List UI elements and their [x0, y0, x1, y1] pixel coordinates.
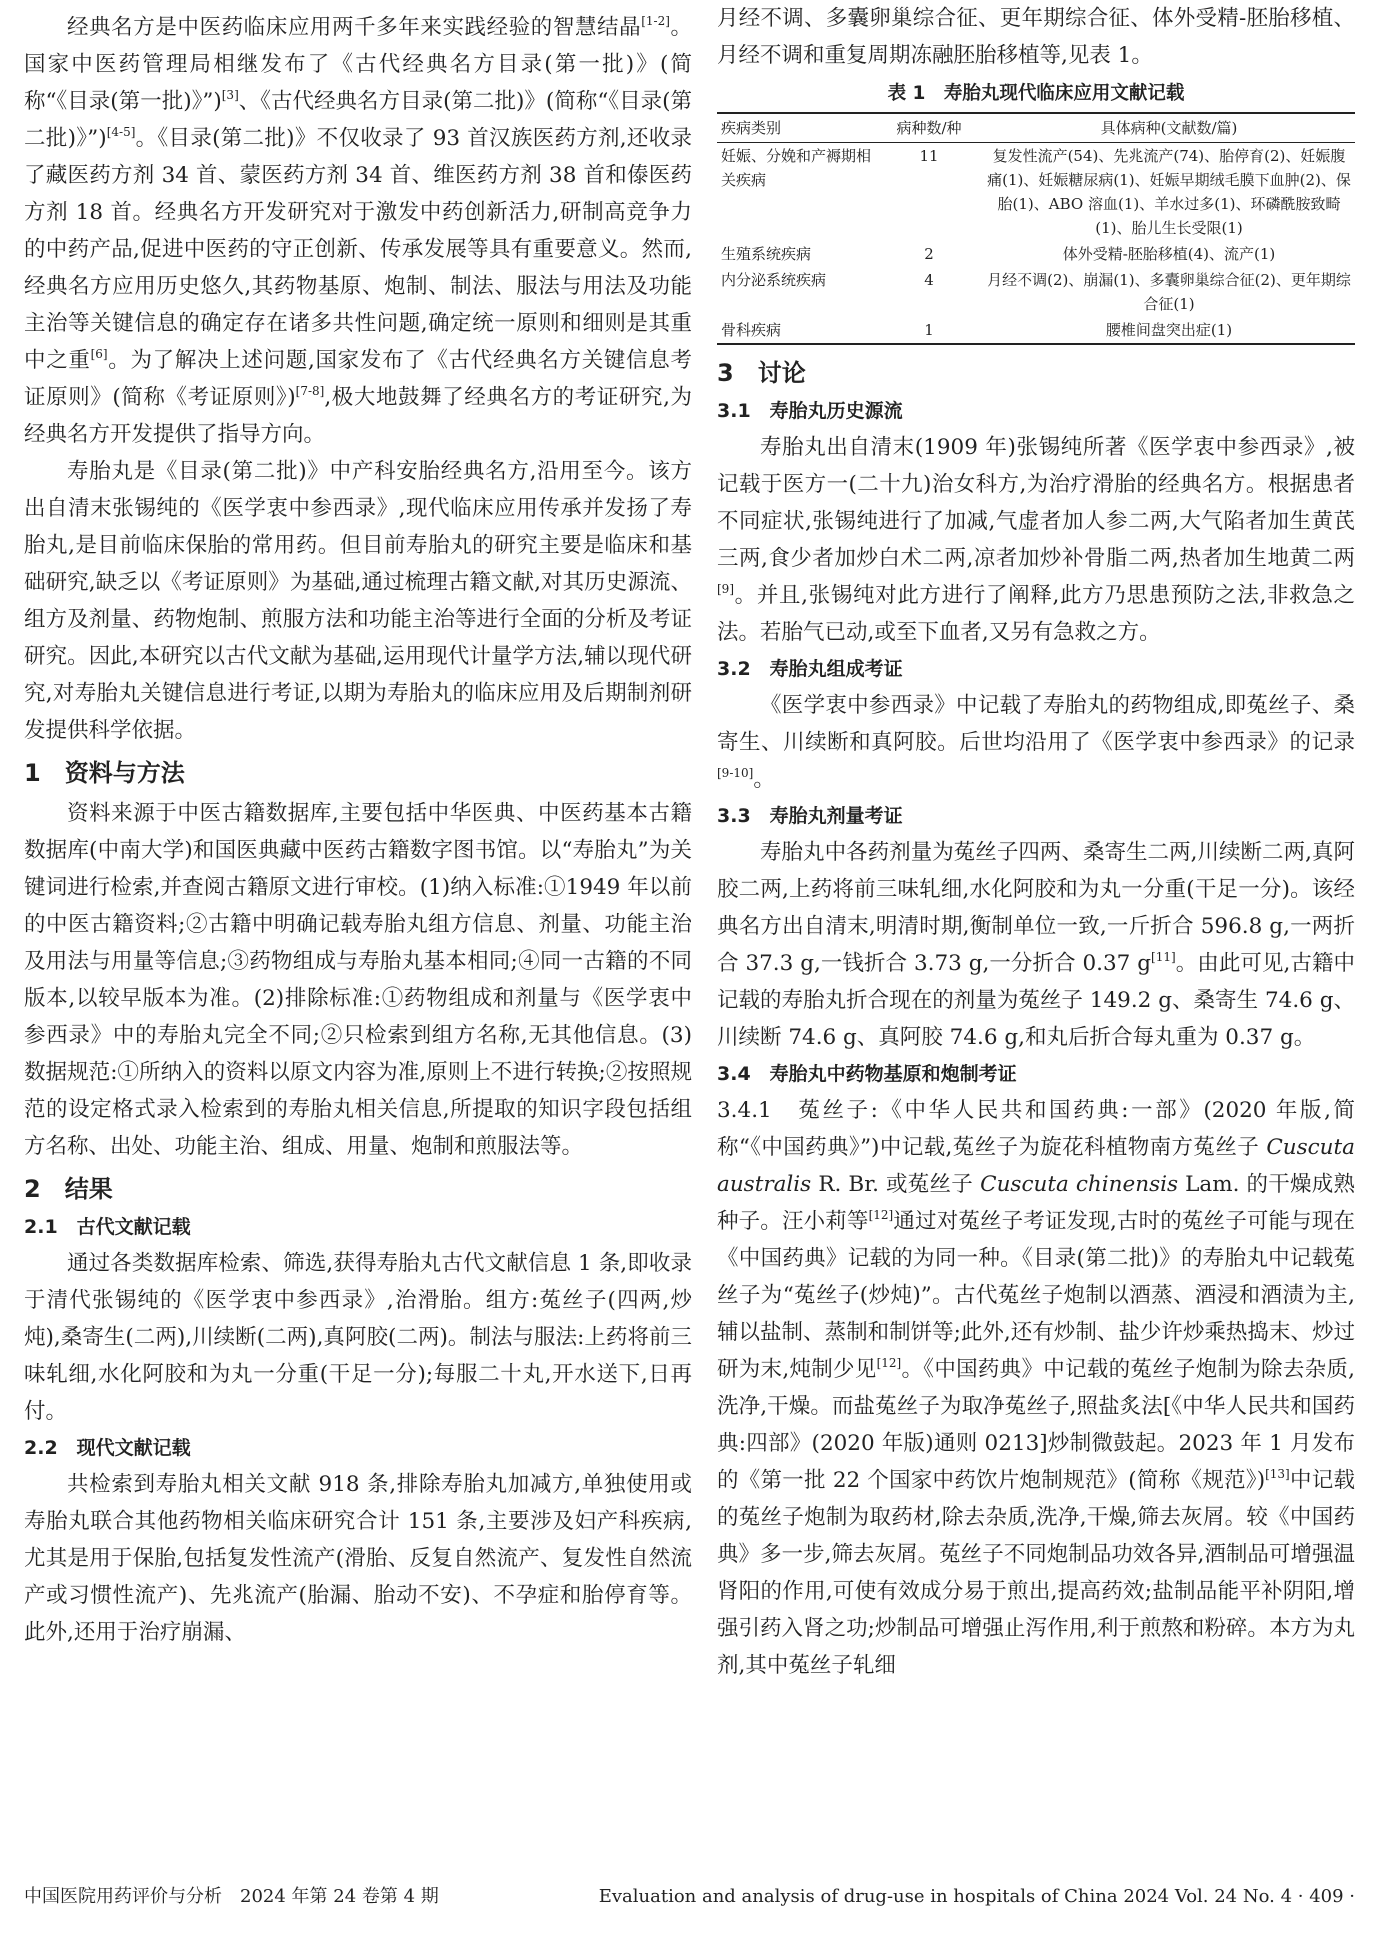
- subsection-heading-2-2: 2.2 现代文献记载: [24, 1437, 191, 1459]
- clinical-application-table: [717, 112, 1355, 345]
- cell-detail: 腰椎间盘突出症(1): [1105, 321, 1233, 339]
- ancient-records-paragraph: 通过各类数据库检索、筛选,获得寿胎丸古代文献信息 1 条,即收录于清代张锡纯的《医学衷中参西录》,治滑胎。组方:菟丝子(四两,炒炖),桑寄生(二两),川续断(二两),真阿胶(二两)。制法与服法:上药将前三味轧细,水化阿胶和为丸一分重(干足一分);每服二十丸,开水送下,日再付。: [24, 1251, 692, 1424]
- history-paragraph: 寿胎丸出自清末(1909 年)张锡纯所著《医学衷中参西录》,被记载于医方一(二十九)治女科方,为治疗滑胎的经典名方。根据患者不同症状,张锡纯进行了加减,气虚者加人参二两,大气陷者加生黄芪三两,食少者加炒白术二两,凉者加炒补骨脂二两,热者加生地黄二两[9]。并且,张锡纯对此方进行了阐释,此方乃思患预防之法,非救急之法。若胎气已动,或至下血者,又另有急救之方。: [717, 435, 1355, 645]
- cell-detail: 体外受精-胚胎移植(4)、流产(1): [1062, 245, 1276, 263]
- methods-paragraph: 资料来源于中医古籍数据库,主要包括中华医典、中医药基本古籍数据库(中南大学)和国医典藏中医药古籍数字图书馆。以“寿胎丸”为关键词进行检索,并查阅古籍原文进行审校。(1)纳入标准:①1949 年以前的中医古籍资料;②古籍中明确记载寿胎丸组方信息、剂量、功能主治及用法与用量等信息;③药物组成与寿胎丸基本相同;④同一古籍的不同版本,以较早版本为准。(2)排除标准:①药物组成和剂量与《医学衷中参西录》中的寿胎丸完全不同;②只检索到组方名称,无其他信息。(3)数据规范:①所纳入的资料以原文内容为准,原则上不进行转换;②按照规范的设定格式录入检索到的寿胎丸相关信息,所提取的知识字段包括组方名称、出处、功能主治、组成、用量、炮制和煎服法等。: [24, 801, 692, 1159]
- subsection-heading-3-3: 3.3 寿胎丸剂量考证: [717, 805, 903, 827]
- citation: [4-5]: [106, 125, 136, 139]
- table-caption: 表 1 寿胎丸现代临床应用文献记载: [887, 83, 1185, 104]
- cell-count: 2: [924, 245, 934, 263]
- latin-name: Cuscuta chinensis: [980, 1172, 1179, 1197]
- cell-category: 内分泌系统疾病: [721, 271, 827, 289]
- section-heading-1: 1 资料与方法: [24, 759, 185, 787]
- left-column: [24, 0, 692, 1651]
- subsection-heading-2-1: 2.1 古代文献记载: [24, 1216, 191, 1238]
- footer-journal-en: Evaluation and analysis of drug-use in hospitals of China 2024 Vol. 24 No. 4 · 409 ·: [598, 1886, 1355, 1907]
- cell-count: 11: [919, 147, 939, 165]
- subsection-heading-3-2: 3.2 寿胎丸组成考证: [717, 658, 903, 680]
- header-category: 疾病类别: [721, 119, 782, 137]
- dodder-paragraph: 3.4.1 菟丝子:《中华人民共和国药典:一部》(2020 年版,简称“《中国药典》”)中记载,菟丝子为旋花科植物南方菟丝子 Cuscuta australis R. Br. 或菟丝子 Cuscuta chinensis Lam. 的干燥成熟种子。汪小莉等[12]通过对菟丝子考证发现,古时的菟丝子可能与现在《中国药典》记载的为同一种。《目录(第二批)》的寿胎丸中记载菟丝子为“菟丝子(炒炖)”。古代菟丝子炮制以酒蒸、酒浸和酒渍为主,辅以盐制、蒸制和制饼等;此外,还有炒制、盐少许炒乘热捣末、炒过研为末,炖制少见[12]。《中国药典》中记载的菟丝子炮制为除去杂质,洗净,干燥。而盐菟丝子为取净菟丝子,照盐炙法[《中华人民共和国药典:四部》(2020 年版)通则 0213]炒制微鼓起。2023 年 1 月发布的《第一批 22 个国家中药饮片炮制规范》(简称《规范》)[13]中记载的菟丝子炮制为取药材,除去杂质,洗净,干燥,筛去灰屑。较《中国药典》多一步,筛去灰屑。菟丝子不同炮制品功效各异,酒制品可增强温肾阳的作用,可使有效成分易于煎出,提高药效;盐制品能平补阴阳,增强引药入肾之功;炒制品可增强止泻作用,利于煎熬和粉碎。本方为丸剂,其中菟丝子轧细: [717, 1098, 1355, 1678]
- cell-detail: 月经不调(2)、崩漏(1)、多囊卵巢综合征(2)、更年期综合征(1): [987, 271, 1351, 313]
- header-count: 病种数/种: [896, 119, 962, 137]
- table-row: [717, 143, 1355, 242]
- modern-records-paragraph: 共检索到寿胎丸相关文献 918 条,排除寿胎丸加减方,单独使用或寿胎丸联合其他药物相关临床研究合计 151 条,主要涉及妇产科疾病,尤其是用于保胎,包括复发性流产(滑胎、反复自然流产、复发性自然流产或习惯性流产)、先兆流产(胎漏、胎动不安)、不孕症和胎停育等。此外,还用于治疗崩漏、: [24, 1472, 692, 1645]
- citation: [1-2]: [641, 14, 670, 28]
- subsection-heading-3-4: 3.4 寿胎丸中药物基原和炮制考证: [717, 1063, 1017, 1085]
- footer-journal-cn: 中国医院用药评价与分析 2024 年第 24 卷第 4 期: [24, 1886, 439, 1907]
- header-detail: 具体病种(文献数/篇): [1100, 119, 1238, 137]
- citation: [6]: [90, 347, 108, 361]
- cell-count: 4: [924, 271, 934, 289]
- cell-count: 1: [924, 321, 934, 339]
- section-heading-3: 3 讨论: [717, 359, 806, 387]
- citation: [12]: [876, 1356, 902, 1370]
- table-row: [717, 241, 1355, 267]
- section-heading-2: 2 结果: [24, 1175, 113, 1203]
- citation: [7-8]: [295, 384, 325, 398]
- intro-paragraph-2: 寿胎丸是《目录(第二批)》中产科安胎经典名方,沿用至今。该方出自清末张锡纯的《医学衷中参西录》,现代临床应用传承并发扬了寿胎丸,是目前临床保胎的常用药。但目前寿胎丸的研究主要是临床和基础研究,缺乏以《考证原则》为基础,通过梳理古籍文献,对其历史源流、组方及剂量、药物炮制、煎服方法和功能主治等进行全面的分析及考证研究。因此,本研究以古代文献为基础,运用现代计量学方法,辅以现代研究,对寿胎丸关键信息进行考证,以期为寿胎丸的临床应用及后期制剂研发提供科学依据。: [24, 459, 692, 743]
- cell-category: 生殖系统疾病: [721, 245, 812, 263]
- dosage-paragraph: 寿胎丸中各药剂量为菟丝子四两、桑寄生二两,川续断二两,真阿胶二两,上药将前三味轧细,水化阿胶和为丸一分重(干足一分)。该经典名方出自清末,明清时期,衡制单位一致,一斤折合 596.8 g,一两折合 37.3 g,一钱折合 3.73 g,一分折合 0.37 g[11]。由此可见,古籍中记载的寿胎丸折合现在的剂量为菟丝子 149.2 g、桑寄生 74.6 g、川续断 74.6 g、真阿胶 74.6 g,和丸后折合每丸重为 0.37 g。: [717, 840, 1356, 1050]
- citation: [3]: [221, 88, 239, 102]
- citation: [9-10]: [717, 766, 754, 780]
- cell-category: 骨科疾病: [721, 321, 782, 339]
- citation: [11]: [1151, 950, 1176, 964]
- cell-category: 妊娠、分娩和产褥期相关疾病: [721, 147, 872, 189]
- table-row: [717, 267, 1355, 317]
- composition-paragraph: 《医学衷中参西录》中记载了寿胎丸的药物组成,即菟丝子、桑寄生、川续断和真阿胶。后世均沿用了《医学衷中参西录》的记录[9-10]。: [717, 693, 1355, 792]
- continued-paragraph: 月经不调、多囊卵巢综合征、更年期综合征、体外受精-胚胎移植、月经不调和重复周期冻融胚胎移植等,见表 1。: [717, 6, 1355, 68]
- citation: [9]: [717, 582, 734, 596]
- cell-detail: 复发性流产(54)、先兆流产(74)、胎停育(2)、妊娠腹痛(1)、妊娠糖尿病(1)、妊娠早期绒毛膜下血肿(2)、保胎(1)、ABO 溶血(1)、羊水过多(1)、环磷酰胺致畸(1)、胎儿生长受限(1): [987, 147, 1351, 237]
- citation: [13]: [1265, 1467, 1290, 1481]
- subsection-heading-3-1: 3.1 寿胎丸历史源流: [717, 400, 903, 422]
- table-header-row: [717, 113, 1355, 143]
- citation: [12]: [868, 1208, 894, 1222]
- right-column: [717, 0, 1355, 1684]
- table-row: [717, 317, 1355, 344]
- intro-paragraph-1: 经典名方是中医药临床应用两千多年来实践经验的智慧结晶[1-2]。国家中医药管理局相继发布了《古代经典名方目录(第一批)》(简称“《目录(第一批)》”)[3]、《古代经典名方目录(第二批)》(简称“《目录(第二批)》”)[4-5]。《目录(第二批)》不仅收录了 93 首汉族医药方剂,还收录了藏医药方剂 34 首、蒙医药方剂 34 首、维医药方剂 38 首和傣医药方剂 18 首。经典名方开发研究对于激发中药创新活力,研制高竞争力的中药产品,促进中医药的守正创新、传承发展等具有重要意义。然而,经典名方应用历史悠久,其药物基原、炮制、制法、服法与用法及功能主治等关键信息的确定存在诸多共性问题,确定统一原则和细则是其重中之重[6]。为了解决上述问题,国家发布了《古代经典名方关键信息考证原则》(简称《考证原则》)[7-8],极大地鼓舞了经典名方的考证研究,为经典名方开发提供了指导方向。: [24, 14, 693, 447]
- latin-name: Cuscuta australis: [717, 1135, 1355, 1197]
